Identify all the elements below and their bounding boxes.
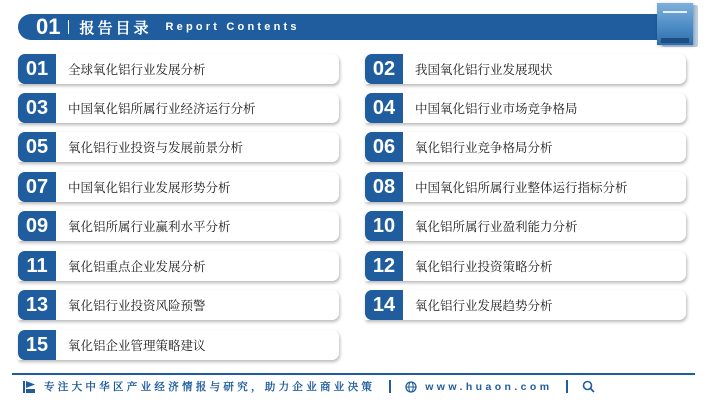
report-cover-icon (654, 3, 700, 48)
toc-item-number: 09 (18, 211, 56, 241)
footer-divider (566, 380, 568, 393)
toc-item[interactable] (365, 132, 686, 162)
toc-item[interactable] (18, 93, 339, 123)
toc-item-number: 03 (18, 93, 56, 123)
toc-item-number: 01 (18, 54, 56, 84)
footer-bar (12, 373, 695, 398)
toc-item[interactable] (18, 330, 339, 360)
toc-item-label: 中国氧化铝所属行业经济运行分析 (68, 101, 256, 116)
toc-item[interactable] (18, 251, 339, 281)
toc-item[interactable] (365, 251, 686, 281)
toc-item[interactable] (365, 54, 686, 84)
toc-item[interactable] (18, 290, 339, 320)
toc-item-number: 04 (365, 93, 403, 123)
toc-item-number: 12 (365, 251, 403, 281)
header-divider (68, 20, 69, 34)
toc-item[interactable] (365, 93, 686, 123)
section-title: 报告目录 (79, 18, 152, 37)
toc-item-label: 中国氧化铝行业发展形势分析 (68, 180, 231, 195)
toc-item-label: 氧化铝行业竞争格局分析 (415, 140, 553, 155)
footer-slogan: 专注大中华区产业经济情报与研究，助力企业商业决策 (44, 381, 376, 393)
section-subtitle: Report Contents (165, 21, 300, 33)
toc-item-number: 10 (365, 211, 403, 241)
section-number: 01 (36, 14, 61, 39)
footer-divider (389, 380, 391, 393)
section-header (18, 14, 658, 40)
toc-item[interactable] (18, 54, 339, 84)
toc-item-label: 氧化铝行业发展趋势分析 (415, 298, 553, 313)
flag-icon (22, 380, 36, 394)
toc-item-number: 07 (18, 172, 56, 202)
toc-item[interactable] (365, 211, 686, 241)
toc-item-number: 05 (18, 132, 56, 162)
toc-item-label: 氧化铝行业投资风险预警 (68, 298, 206, 313)
toc-item-number: 08 (365, 172, 403, 202)
toc-item-number: 15 (18, 330, 56, 360)
toc-item[interactable] (365, 172, 686, 202)
toc-item-label: 我国氧化铝行业发展现状 (415, 62, 553, 77)
toc-item-label: 氧化铝所属行业盈利能力分析 (415, 219, 578, 234)
toc-item-label: 氧化铝企业管理策略建议 (68, 338, 206, 353)
toc-item-label: 氧化铝重点企业发展分析 (68, 259, 206, 274)
toc-item-number: 02 (365, 54, 403, 84)
toc-item[interactable] (365, 290, 686, 320)
toc-item-label: 氧化铝所属行业赢利水平分析 (68, 219, 231, 234)
toc-item-number: 14 (365, 290, 403, 320)
toc-item-number: 13 (18, 290, 56, 320)
toc-item-label: 氧化铝行业投资策略分析 (415, 259, 553, 274)
toc-item-label: 中国氧化铝所属行业整体运行指标分析 (415, 180, 628, 195)
toc-item[interactable] (18, 211, 339, 241)
toc-item-label: 中国氧化铝行业市场竞争格局 (415, 101, 578, 116)
footer-url-link[interactable]: www.huaon.com (425, 380, 553, 393)
toc-item-label: 氧化铝行业投资与发展前景分析 (68, 140, 244, 155)
toc-item-label: 全球氧化铝行业发展分析 (68, 62, 206, 77)
toc-item[interactable] (18, 172, 339, 202)
toc-item-number: 11 (18, 251, 56, 281)
globe-icon (405, 381, 417, 393)
search-icon[interactable] (582, 380, 595, 393)
toc-item[interactable] (18, 132, 339, 162)
toc-item-number: 06 (365, 132, 403, 162)
